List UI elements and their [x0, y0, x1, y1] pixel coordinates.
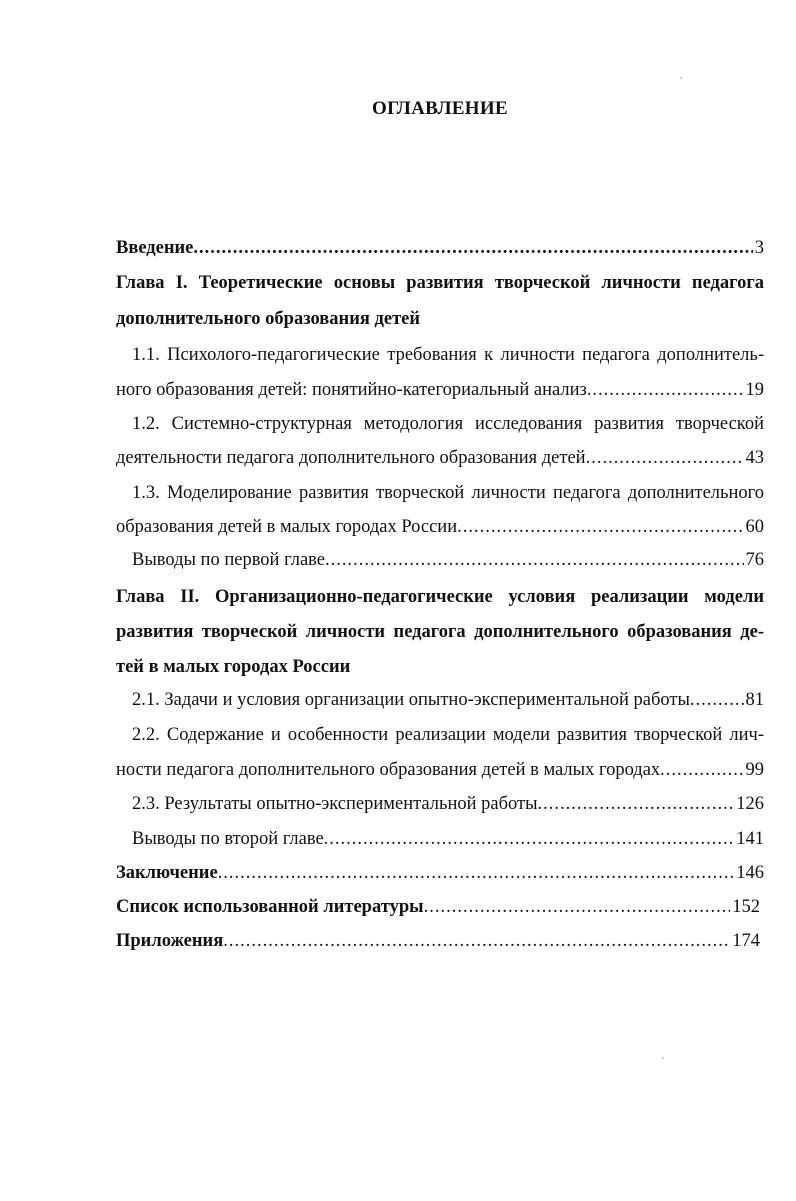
toc-page-number: 19: [745, 380, 764, 400]
toc-entry-1-1: [116, 378, 764, 402]
toc-page-number: 99: [745, 760, 764, 780]
chapter-2-heading-line1: Глава II. Организационно-педагогические условия реализации модели: [116, 587, 764, 607]
dot-leader: [325, 548, 743, 572]
toc-page-number: 60: [745, 517, 764, 537]
chapter-1-heading-line1: Глава I. Теоретические основы развития творческой личности педагога: [116, 273, 764, 293]
toc-page-number: 146: [736, 863, 764, 883]
section-1-3-line1: 1.3. Моделирование развития творческой личности педагога дополнительного: [132, 483, 764, 503]
toc-entry-conclusions-2: [132, 827, 764, 851]
dot-leader: [193, 236, 752, 260]
toc-entry-text: Выводы по второй главе: [132, 829, 324, 849]
chapter-2-heading-line2: развития творческой личности педагога дополнительного образования де-: [116, 622, 764, 642]
dot-leader: [218, 861, 735, 885]
toc-page-number: 3: [754, 238, 764, 258]
dot-leader: [424, 895, 731, 919]
toc-entry-references: [116, 895, 760, 919]
dot-leader: [690, 688, 744, 712]
dot-leader: [660, 758, 743, 782]
section-1-2-line1: 1.2. Системно-структурная методология исследования развития творческой: [132, 414, 764, 434]
toc-page-number: 43: [745, 448, 764, 468]
toc-entry-conclusion: [116, 861, 764, 885]
toc-entry-text: Введение: [116, 238, 194, 258]
toc-entry-text: деятельности педагога дополнительного образования детей: [116, 448, 586, 468]
toc-entry-text: ного образования детей: понятийно-категориальный анализ: [116, 380, 587, 400]
dot-leader: [587, 378, 744, 402]
toc-entry-2-1: [132, 688, 764, 712]
toc-entry-text: Заключение: [116, 863, 218, 883]
toc-entry-text: 2.1. Задачи и условия организации опытно-экспериментальной работы: [132, 690, 690, 710]
toc-page-number: 76: [745, 550, 764, 570]
chapter-2-heading-line3: тей в малых городах России: [116, 657, 351, 677]
toc-page-number: 152: [732, 897, 760, 917]
toc-page-number: 141: [736, 829, 764, 849]
dot-leader: [457, 515, 743, 539]
toc-entry-text: ности педагога дополнительного образования детей в малых городах: [116, 760, 661, 780]
toc-entry-text: 2.3. Результаты опытно-экспериментальной работы: [132, 794, 538, 814]
toc-entry-intro: [116, 236, 764, 260]
toc-entry-1-2: [116, 446, 764, 470]
toc-entry-2-2: [116, 758, 764, 782]
dot-leader: [538, 792, 735, 816]
toc-entry-text: Выводы по первой главе: [132, 550, 326, 570]
dot-leader: [223, 929, 730, 953]
toc-entry-text: Список использованной литературы: [116, 897, 424, 917]
toc-page-number: 174: [732, 931, 760, 951]
toc-entry-2-3: [132, 792, 764, 816]
toc-entry-1-3: [116, 515, 764, 539]
toc-entry-appendices: [116, 929, 760, 953]
toc-title: ОГЛАВЛЕНИЕ: [372, 98, 508, 119]
toc-page-number: 81: [745, 690, 764, 710]
chapter-1-heading-line2: дополнительного образования детей: [116, 309, 421, 329]
dot-leader: [586, 446, 744, 470]
toc-entry-conclusions-1: [132, 548, 764, 572]
scan-speck: [680, 77, 682, 79]
section-1-1-line1: 1.1. Психолого-педагогические требования к личности педагога дополнитель-: [132, 345, 764, 365]
toc-page-number: 126: [736, 794, 764, 814]
toc-entry-text: Приложения: [116, 931, 224, 951]
section-2-2-line1: 2.2. Содержание и особенности реализации модели развития творческой лич-: [132, 725, 764, 745]
dot-leader: [324, 827, 735, 851]
toc-entry-text: образования детей в малых городах России: [116, 517, 458, 537]
scan-speck: [662, 1057, 664, 1059]
